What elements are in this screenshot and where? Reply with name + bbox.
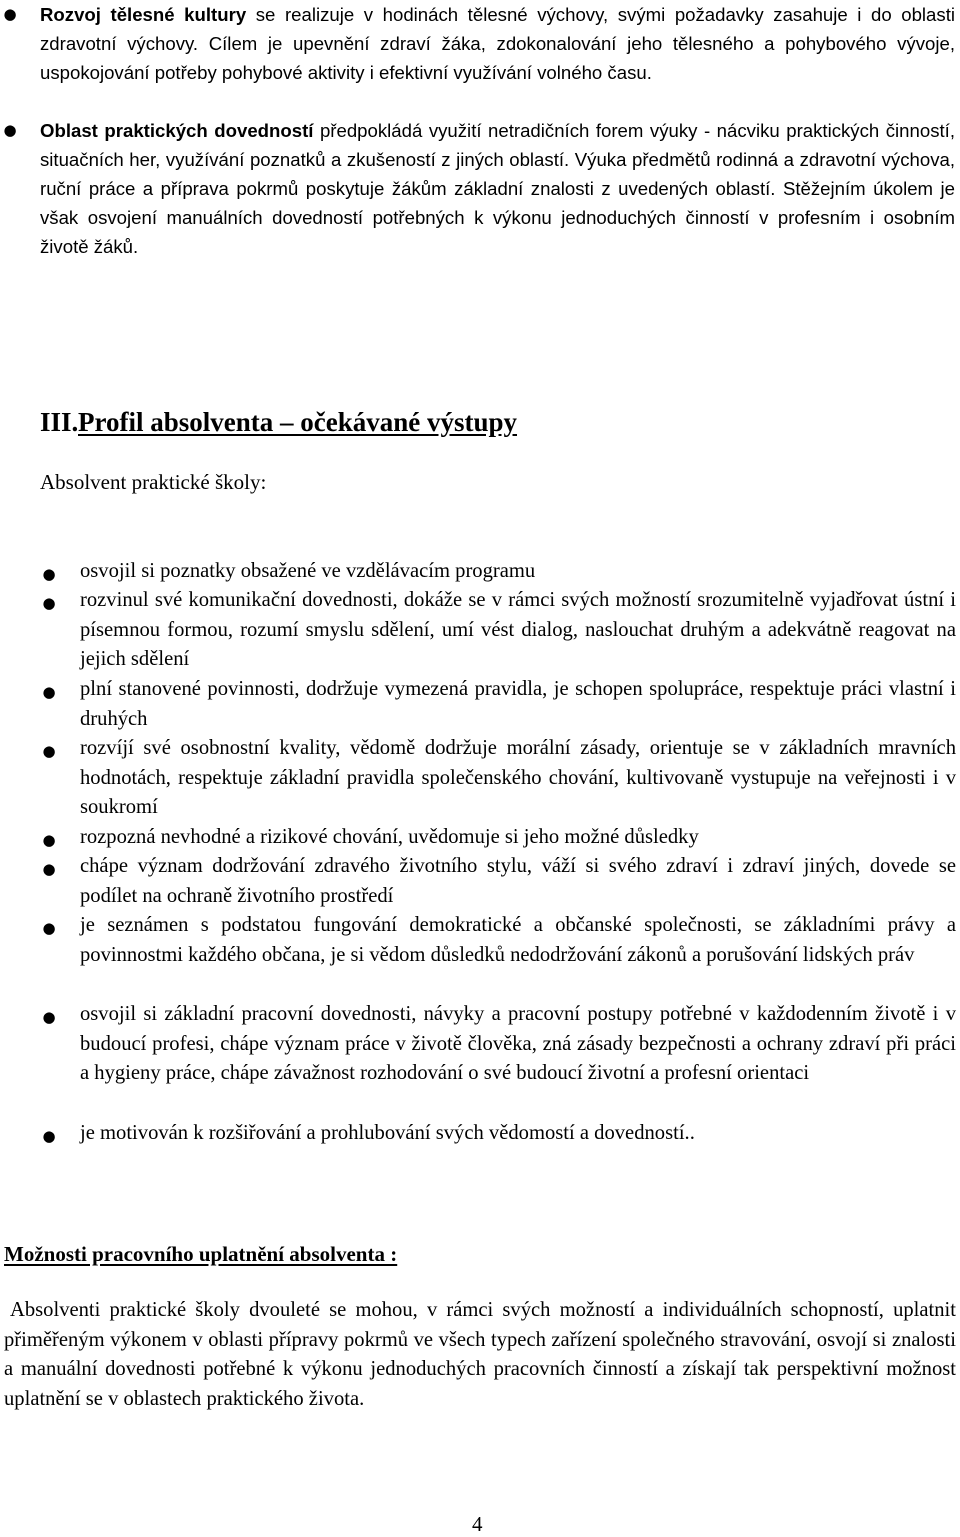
bullet-icon: ● [42,683,56,701]
bullet-icon: ● [3,121,17,139]
section-title: Profil absolventa – očekávané výstupy [78,407,518,437]
list-item [40,116,955,261]
bullet-icon: ● [42,1008,56,1026]
employment-heading: Možnosti pracovního uplatnění absolventa : [4,1242,398,1266]
bullet-icon: ● [3,5,17,23]
list-item: osvojil si základní pracovní dovednosti, návyky a pracovní postupy potřebné v každodenním životě i v budoucí profesi, chápe význam práce v životě člověka, zná zásady bezpečnosti a ochrany zdraví při práci a hygieny práce, chápe závažnost rozhodování o své budoucí životní a profesní orientaci [80,1003,956,1084]
list-item: rozvinul své komunikační dovednosti, dokáže se v rámci svých možností srozumitelně vyjadřovat ústní i písemnou formou, rozumí smyslu sdělení, umí vést dialog, naslouchat druhým a adekvátně reagovat na jejich sdělení [80,589,956,670]
list-item [40,0,955,87]
item-text: se realizuje v hodinách tělesné výchovy, svými požadavky zasahuje i do oblasti zdravotní výchovy. Cílem je upevnění zdraví žáka, zdokonalování jeho tělesného a pohybového vývoje, uspokojování potřeby pohybové aktivity i efektivní využívání volného času. [40,4,955,83]
bullet-icon: ● [42,1127,56,1145]
bullet-icon: ● [42,860,56,878]
section-heading [40,404,517,440]
bullet-icon: ● [42,594,56,612]
page-number: 4 [472,1512,483,1536]
list-item: chápe význam dodržování zdravého životního stylu, váží si svého zdraví i zdraví jiných, dovede se podílet na ochraně životního prostředí [80,855,956,907]
list-item: je seznámen s podstatou fungování demokratické a občanské společnosti, se základními právy a povinnostmi každého občana, je si vědom důsledků nedodržování zákonů a porušování lidských práv [80,914,956,966]
section-number: III. [40,407,79,437]
bullet-icon: ● [42,742,56,760]
list-item: osvojil si poznatky obsažené ve vzdělávacím programu [80,560,536,582]
item-bold-lead: Oblast praktických dovedností [40,120,314,141]
list-item: je motivován k rozšiřování a prohlubování svých vědomostí a dovedností.. [80,1122,695,1144]
item-bold-lead: Rozvoj tělesné kultury [40,4,247,25]
list-item: rozvíjí své osobnostní kvality, vědomě dodržuje morální zásady, orientuje se v základních mravních hodnotách, respektuje základní pravidla společenského chování, kultivovaně vystupuje na veřejnosti i v soukromí [80,737,956,818]
section-intro: Absolvent praktické školy: [40,470,267,494]
bullet-icon: ● [42,565,56,583]
bullet-icon: ● [42,831,56,849]
bullet-icon: ● [42,919,56,937]
list-item: rozpozná nevhodné a rizikové chování, uvědomuje si jeho možné důsledky [80,826,699,848]
employment-paragraph: Absolventi praktické školy dvouleté se mohou, v rámci svých možností a individuálních schopností, uplatnit přiměřeným výkonem v oblasti přípravy pokrmů ve všech typech zařízení společného stravování, osvojí si znalosti a manuální dovednosti potřebné k výkonu jednoduchých pracovních činností a získají tak perspektivní možnost uplatnění se v oblastech praktického života. [4,1299,956,1410]
list-item: plní stanovené povinnosti, dodržuje vymezená pravidla, je schopen spolupráce, respektuje práci vlastní i druhých [80,678,956,730]
item-text: předpokládá využití netradičních forem výuky - nácviku praktických činností, situačních her, využívání poznatků a zkušeností z jiných oblastí. Výuka předmětů rodinná a zdravotní výchova, ruční práce a příprava pokrmů poskytuje žákům základní znalosti z uvedených oblastí. Stěžejním úkolem je však osvojení manuálních dovedností potřebných k výkonu jednoduchých činností v profesním i osobním životě žáků. [40,120,955,257]
